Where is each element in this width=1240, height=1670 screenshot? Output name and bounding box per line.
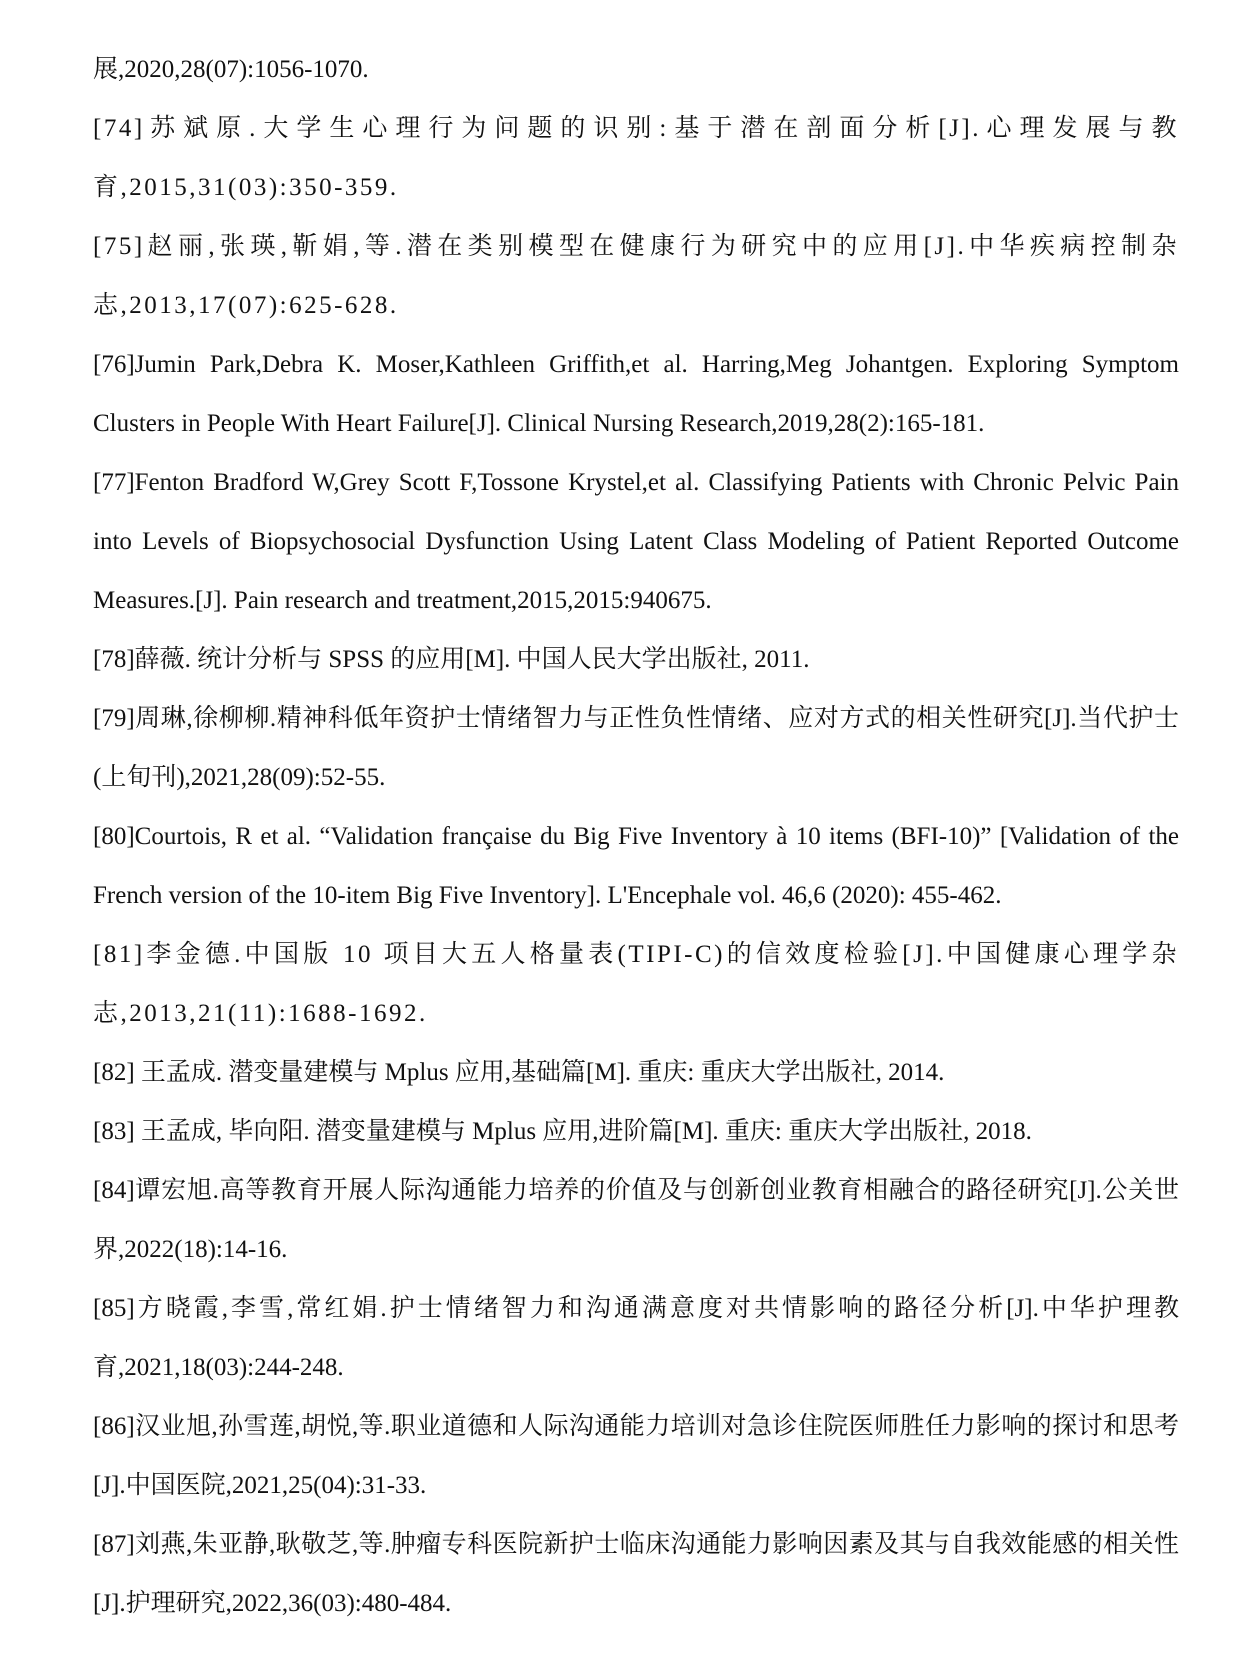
reference-item-87: [87]刘燕,朱亚静,耿敬芝,等.肿瘤专科医院新护士临床沟通能力影响因素及其与自我效能感的相关性[J].护理研究,2022,36(03):480-484. <box>93 1531 1179 1617</box>
reference-item-85: [85]方晓霞,李雪,常红娟.护士情绪智力和沟通满意度对共情影响的路径分析[J].中华护理教育,2021,18(03):244-248. <box>93 1295 1179 1381</box>
reference-item-82: [82] 王孟成. 潜变量建模与 Mplus 应用,基础篇[M]. 重庆: 重庆大学出版社, 2014. <box>93 1059 945 1086</box>
reference-item-83: [83] 王孟成, 毕向阳. 潜变量建模与 Mplus 应用,进阶篇[M]. 重庆: 重庆大学出版社, 2018. <box>93 1118 1032 1145</box>
reference-item-86: [86]汉业旭,孙雪莲,胡悦,等.职业道德和人际沟通能力培训对急诊住院医师胜任力影响的探讨和思考[J].中国医院,2021,25(04):31-33. <box>93 1413 1179 1499</box>
reference-list <box>93 40 1179 1633</box>
reference-item-74: [74]苏斌原.大学生心理行为问题的识别:基于潜在剖面分析[J].心理发展与教育,2015,31(03):350-359. <box>93 115 1179 201</box>
reference-item-76: [76]Jumin Park,Debra K. Moser,Kathleen Griffith,et al. Harring,Meg Johantgen. Exploring Symptom Clusters in People With Heart Failure[J]. Clinical Nursing Research,2019,28(2):165-181. <box>93 351 1179 437</box>
reference-item-81: [81]李金德.中国版 10 项目大五人格量表(TIPI-C)的信效度检验[J].中国健康心理学杂志,2013,21(11):1688-1692. <box>93 941 1179 1027</box>
reference-item-80: [80]Courtois, R et al. “Validation française du Big Five Inventory à 10 items (BFI-10)” [Validation of the French version of the 10-item Big Five Inventory]. L'Encephale vol. 46,6 (2020): 455-462. <box>93 823 1179 909</box>
reference-item-77: [77]Fenton Bradford W,Grey Scott F,Tossone Krystel,et al. Classifying Patients with Chronic Pelvic Pain into Levels of Biopsychosocial Dysfunction Using Latent Class Modeling of Patient Reported Outcome Measures.[J]. Pain research and treatment,2015,2015:940675. <box>93 469 1179 614</box>
reference-item-79: [79]周琳,徐柳柳.精神科低年资护士情绪智力与正性负性情绪、应对方式的相关性研究[J].当代护士(上旬刊),2021,28(09):52-55. <box>93 705 1179 791</box>
reference-item-75: [75]赵丽,张瑛,靳娟,等.潜在类别模型在健康行为研究中的应用[J].中华疾病控制杂志,2013,17(07):625-628. <box>93 233 1179 319</box>
reference-item-fragment: 展,2020,28(07):1056-1070. <box>93 56 369 83</box>
reference-item-84: [84]谭宏旭.高等教育开展人际沟通能力培养的价值及与创新创业教育相融合的路径研究[J].公关世界,2022(18):14-16. <box>93 1177 1179 1263</box>
reference-item-78: [78]薛薇. 统计分析与 SPSS 的应用[M]. 中国人民大学出版社, 2011. <box>93 646 810 673</box>
